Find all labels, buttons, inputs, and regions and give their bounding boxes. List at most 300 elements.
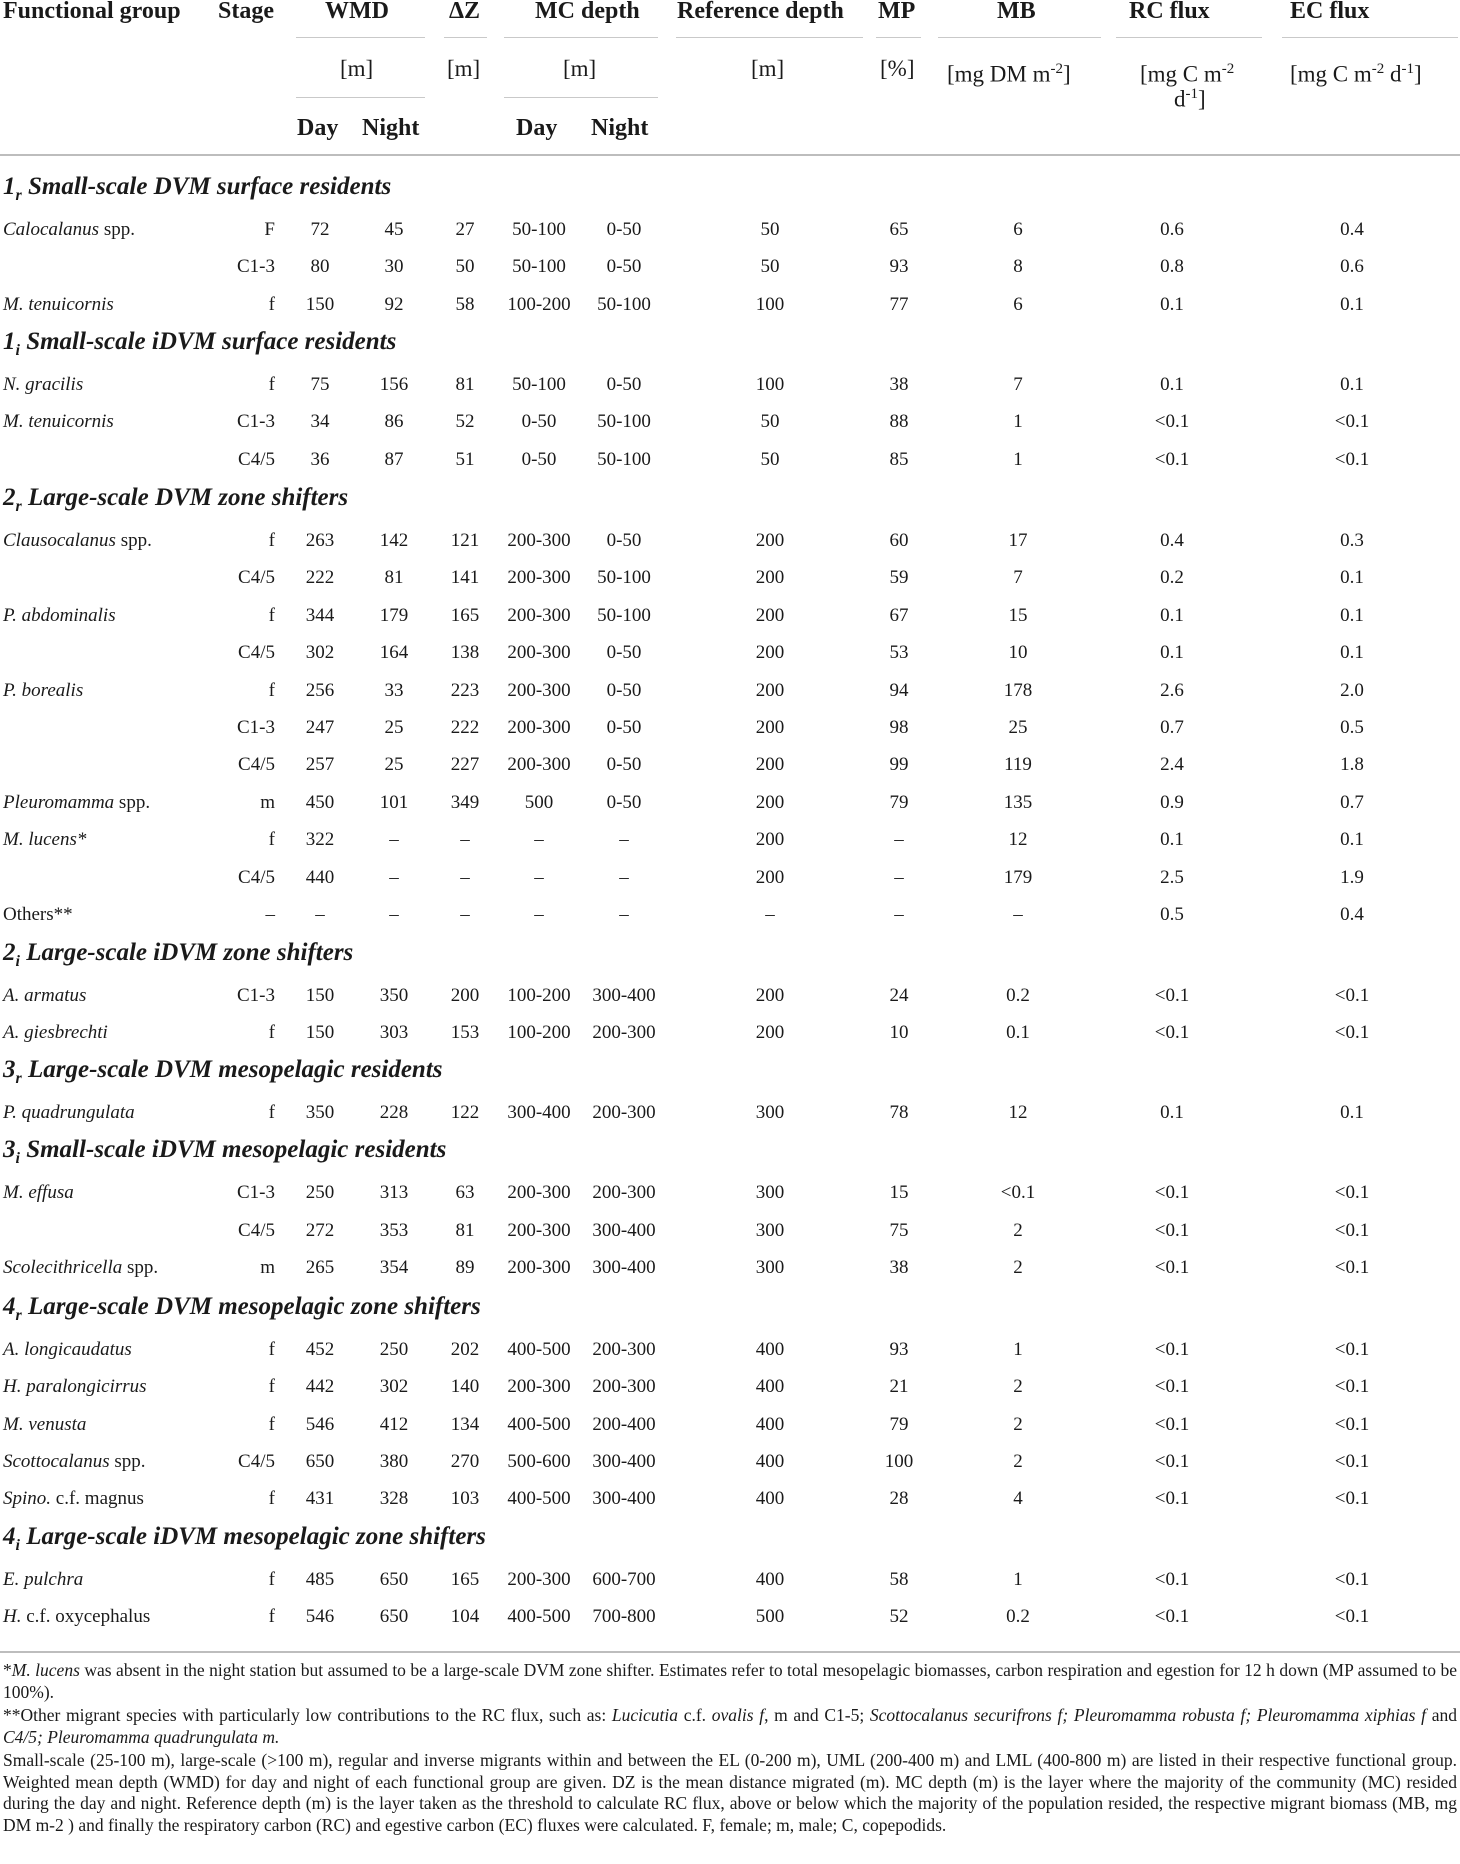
cell-ec: <0.1 xyxy=(1334,1220,1370,1241)
col-header-dz: ΔZ xyxy=(449,0,481,24)
cell-rc: 0.1 xyxy=(1160,1102,1184,1123)
cell-wd: 546 xyxy=(305,1414,335,1435)
cell-mp: 65 xyxy=(889,219,909,240)
cell-ref: 50 xyxy=(760,256,780,277)
group-heading: $2_i$ Large-scale iDVM zone shifters xyxy=(3,939,354,970)
table-row xyxy=(0,977,1460,1014)
header-rule-ec xyxy=(1282,37,1458,38)
cell-species: A. longicaudatus xyxy=(3,1339,132,1360)
cell-ref: 400 xyxy=(755,1569,785,1590)
cell-md: 0-50 xyxy=(521,449,557,470)
cell-mp: 28 xyxy=(889,1488,909,1509)
cell-wn: 353 xyxy=(379,1220,409,1241)
cell-ref: 100 xyxy=(755,294,785,315)
table-row xyxy=(0,211,1460,248)
cell-dz: 50 xyxy=(455,256,475,277)
cell-dz: 227 xyxy=(450,754,480,775)
header-rule-mc xyxy=(504,37,658,38)
cell-wd: 34 xyxy=(310,411,330,432)
cell-ref: 200 xyxy=(755,754,785,775)
cell-wn: – xyxy=(389,867,399,888)
cell-wd: 72 xyxy=(310,219,330,240)
cell-rc: <0.1 xyxy=(1154,1451,1190,1472)
cell-wn: 228 xyxy=(379,1102,409,1123)
cell-dz: 223 xyxy=(450,680,480,701)
cell-ec: 0.7 xyxy=(1340,792,1364,813)
unit-reference-depth: [m] xyxy=(751,56,785,81)
cell-md: 400-500 xyxy=(507,1488,571,1509)
cell-st: f xyxy=(268,1606,275,1627)
cell-rc: 0.1 xyxy=(1160,642,1184,663)
cell-mn: 50-100 xyxy=(597,411,651,432)
cell-wn: 25 xyxy=(384,717,404,738)
cell-ec: 1.9 xyxy=(1340,867,1364,888)
cell-ref: 400 xyxy=(755,1376,785,1397)
cell-dz: 89 xyxy=(455,1257,475,1278)
cell-mb: 0.2 xyxy=(1006,1606,1030,1627)
cell-rc: <0.1 xyxy=(1154,1488,1190,1509)
cell-wd: 452 xyxy=(305,1339,335,1360)
cell-dz: 200 xyxy=(450,985,480,1006)
cell-ec: <0.1 xyxy=(1334,411,1370,432)
cell-rc: 2.6 xyxy=(1160,680,1184,701)
cell-md: 200-300 xyxy=(507,530,571,551)
table-row xyxy=(0,1249,1460,1286)
cell-st: C1-3 xyxy=(237,411,275,432)
footnote-definitions: Small-scale (25-100 m), large-scale (>100 m), regular and inverse migrants within and between the EL (0-200 m), UML (200-400 m) and LML (400-800 m) are listed in their respective functional group. Weighted mean depth (WMD) for day and night of each functional group are given. DZ is the mean distance migrated (m). MC depth (m) is the layer where the majority of the community (MC) resided during the day and night. Reference depth (m) is the layer taken as the threshold to calculate RC flux, above or below which the majority of the population resided, the respective migrant biomass (MB, mg DM m-2 ) and finally the respiratory carbon (RC) and egestive carbon (EC) fluxes were calculated. F, female; m, male; C, copepodids. xyxy=(3,1750,1457,1835)
cell-ec: 0.4 xyxy=(1340,904,1364,925)
group-heading: $3_r$ Large-scale DVM mesopelagic residents xyxy=(3,1056,443,1087)
cell-md: 50-100 xyxy=(512,256,566,277)
cell-species: A. armatus xyxy=(3,985,87,1006)
cell-wd: 650 xyxy=(305,1451,335,1472)
cell-mb: 6 xyxy=(1013,294,1023,315)
cell-mp: 79 xyxy=(889,1414,909,1435)
cell-mb: 179 xyxy=(1003,867,1033,888)
cell-wd: 247 xyxy=(305,717,335,738)
table-row xyxy=(0,248,1460,285)
cell-ref: 200 xyxy=(755,792,785,813)
cell-species: H. c.f. oxycephalus xyxy=(3,1606,151,1627)
table-row xyxy=(0,1443,1460,1480)
cell-ec: 0.6 xyxy=(1340,256,1364,277)
cell-ref: 200 xyxy=(755,680,785,701)
cell-dz: 270 xyxy=(450,1451,480,1472)
cell-species: M. effusa xyxy=(3,1182,74,1203)
cell-wn: 303 xyxy=(379,1022,409,1043)
table-row xyxy=(0,1598,1460,1635)
table-footnotes xyxy=(3,1660,1457,1838)
cell-rc: 0.7 xyxy=(1160,717,1184,738)
cell-st: f xyxy=(268,1102,275,1123)
cell-ref: 400 xyxy=(755,1414,785,1435)
cell-mn: 200-300 xyxy=(592,1022,656,1043)
cell-mb: 119 xyxy=(1004,754,1032,775)
cell-st: C4/5 xyxy=(238,449,275,470)
cell-mn: 300-400 xyxy=(592,985,656,1006)
cell-wd: 442 xyxy=(305,1376,335,1397)
cell-ec: <0.1 xyxy=(1334,1414,1370,1435)
cell-wn: 412 xyxy=(379,1414,409,1435)
cell-ec: 0.4 xyxy=(1340,219,1364,240)
cell-species: A. giesbrechti xyxy=(3,1022,108,1043)
cell-mb: 0.2 xyxy=(1006,985,1030,1006)
cell-md: 100-200 xyxy=(507,985,571,1006)
cell-st: f xyxy=(268,1414,275,1435)
cell-wd: 302 xyxy=(305,642,335,663)
group-heading: $1_r$ Small-scale DVM surface residents xyxy=(3,173,392,204)
cell-mn: – xyxy=(619,829,629,850)
cell-species: P. borealis xyxy=(3,680,84,701)
cell-ref: 400 xyxy=(755,1488,785,1509)
table-row xyxy=(0,522,1460,559)
cell-md: 0-50 xyxy=(521,411,557,432)
cell-ref: 200 xyxy=(755,867,785,888)
cell-wn: 250 xyxy=(379,1339,409,1360)
cell-wd: 222 xyxy=(305,567,335,588)
cell-wd: 257 xyxy=(305,754,335,775)
cell-mp: 58 xyxy=(889,1569,909,1590)
header-rule-wmd-sub xyxy=(296,97,425,98)
cell-wd: – xyxy=(315,904,325,925)
cell-mp: 67 xyxy=(889,605,909,626)
table-row xyxy=(0,597,1460,634)
footnote-mlucens: *M. lucens was absent in the night station but assumed to be a large-scale DVM zone shifter. Estimates refer to total mesopelagic biomasses, carbon respiration and egestion for 12 h down (MP assumed to be 100%). xyxy=(3,1660,1457,1702)
cell-md: 100-200 xyxy=(507,1022,571,1043)
cell-wd: 256 xyxy=(305,680,335,701)
cell-species: Calocalanus spp. xyxy=(3,219,135,240)
cell-species: Pleuromamma spp. xyxy=(3,792,151,813)
cell-wn: 302 xyxy=(379,1376,409,1397)
cell-wd: 350 xyxy=(305,1102,335,1123)
cell-dz: 349 xyxy=(450,792,480,813)
cell-rc: 0.6 xyxy=(1160,219,1184,240)
header-rule-rc xyxy=(1116,37,1262,38)
cell-st: C4/5 xyxy=(238,754,275,775)
cell-mn: 50-100 xyxy=(597,567,651,588)
group-heading: $1_i$ Small-scale iDVM surface residents xyxy=(3,328,397,359)
cell-ref: 50 xyxy=(760,219,780,240)
cell-mp: 88 xyxy=(889,411,909,432)
cell-st: C4/5 xyxy=(238,867,275,888)
cell-ec: <0.1 xyxy=(1334,1488,1370,1509)
cell-mn: 0-50 xyxy=(606,754,642,775)
cell-ec: 0.1 xyxy=(1340,294,1364,315)
cell-ec: 2.0 xyxy=(1340,680,1364,701)
cell-wn: 101 xyxy=(379,792,409,813)
cell-rc: 2.4 xyxy=(1160,754,1184,775)
cell-dz: 140 xyxy=(450,1376,480,1397)
unit-mc-depth: [m] xyxy=(563,56,597,81)
cell-md: 400-500 xyxy=(507,1606,571,1627)
cell-mp: 24 xyxy=(889,985,909,1006)
cell-wn: 328 xyxy=(379,1488,409,1509)
cell-wd: 80 xyxy=(310,256,330,277)
cell-mn: 50-100 xyxy=(597,449,651,470)
cell-rc: <0.1 xyxy=(1154,449,1190,470)
cell-wd: 322 xyxy=(305,829,335,850)
table-row xyxy=(0,709,1460,746)
cell-species: Scottocalanus spp. xyxy=(3,1451,146,1472)
cell-wd: 263 xyxy=(305,530,335,551)
cell-st: C4/5 xyxy=(238,567,275,588)
cell-mb: 4 xyxy=(1013,1488,1023,1509)
cell-ref: 200 xyxy=(755,642,785,663)
table-row xyxy=(0,1406,1460,1443)
cell-md: 400-500 xyxy=(507,1414,571,1435)
cell-mp: 99 xyxy=(889,754,909,775)
cell-md: 500 xyxy=(524,792,554,813)
table-row xyxy=(0,403,1460,440)
cell-species: Others** xyxy=(3,904,73,925)
cell-ec: 0.1 xyxy=(1340,642,1364,663)
cell-md: 50-100 xyxy=(512,219,566,240)
cell-ec: <0.1 xyxy=(1334,1182,1370,1203)
unit-mb: [mg DM $m^{-2}$] xyxy=(947,61,1071,87)
table-row xyxy=(0,1561,1460,1598)
cell-st: – xyxy=(265,904,275,925)
cell-mn: 0-50 xyxy=(606,219,642,240)
cell-dz: 122 xyxy=(450,1102,480,1123)
cell-md: 200-300 xyxy=(507,680,571,701)
cell-wn: 92 xyxy=(384,294,404,315)
cell-dz: 63 xyxy=(455,1182,475,1203)
unit-ec-flux: [mg C $m^{-2}$ $d^{-1}$] xyxy=(1290,61,1422,87)
cell-st: C4/5 xyxy=(238,1220,275,1241)
cell-mn: 200-300 xyxy=(592,1182,656,1203)
cell-ref: 300 xyxy=(755,1257,785,1278)
cell-dz: – xyxy=(460,867,470,888)
cell-species: Spino. c.f. magnus xyxy=(3,1488,144,1509)
cell-mp: 98 xyxy=(889,717,909,738)
cell-wd: 36 xyxy=(310,449,330,470)
cell-mp: 60 xyxy=(889,530,909,551)
cell-species: M. lucens* xyxy=(3,829,87,850)
cell-ec: 1.8 xyxy=(1340,754,1364,775)
cell-md: 200-300 xyxy=(507,605,571,626)
cell-mb: <0.1 xyxy=(1000,1182,1036,1203)
cell-st: C1-3 xyxy=(237,256,275,277)
cell-mn: 300-400 xyxy=(592,1220,656,1241)
col-header-mp: MP xyxy=(878,0,916,24)
cell-mn: – xyxy=(619,904,629,925)
cell-wd: 546 xyxy=(305,1606,335,1627)
cell-species: N. gracilis xyxy=(3,374,84,395)
col-header-reference-depth: Reference depth xyxy=(677,0,844,24)
table-row xyxy=(0,441,1460,478)
cell-dz: – xyxy=(460,829,470,850)
cell-mn: 200-300 xyxy=(592,1339,656,1360)
cell-ref: 200 xyxy=(755,1022,785,1043)
cell-rc: 0.2 xyxy=(1160,567,1184,588)
cell-species: Clausocalanus spp. xyxy=(3,530,152,551)
table-row xyxy=(0,1212,1460,1249)
cell-dz: 52 xyxy=(455,411,475,432)
cell-wn: 33 xyxy=(384,680,404,701)
cell-ref: 50 xyxy=(760,411,780,432)
cell-st: C4/5 xyxy=(238,642,275,663)
cell-ref: 200 xyxy=(755,717,785,738)
cell-st: m xyxy=(260,792,275,813)
cell-dz: 134 xyxy=(450,1414,480,1435)
cell-st: f xyxy=(268,680,275,701)
cell-ref: – xyxy=(765,904,775,925)
cell-mb: 2 xyxy=(1013,1257,1023,1278)
cell-dz: 51 xyxy=(455,449,475,470)
header-rule-wmd xyxy=(296,37,425,38)
unit-wmd: [m] xyxy=(340,56,374,81)
cell-wn: 313 xyxy=(379,1182,409,1203)
cell-mb: 25 xyxy=(1008,717,1028,738)
cell-mb: 12 xyxy=(1008,1102,1028,1123)
cell-dz: 121 xyxy=(450,530,480,551)
table-row xyxy=(0,366,1460,403)
cell-ec: <0.1 xyxy=(1334,1339,1370,1360)
cell-md: – xyxy=(534,867,544,888)
cell-wn: 650 xyxy=(379,1569,409,1590)
col-header-ec-flux: EC flux xyxy=(1290,0,1370,24)
cell-mp: 21 xyxy=(889,1376,909,1397)
cell-wn: 650 xyxy=(379,1606,409,1627)
table-row xyxy=(0,1331,1460,1368)
cell-mb: 1 xyxy=(1013,411,1023,432)
cell-ref: 200 xyxy=(755,829,785,850)
cell-wn: – xyxy=(389,829,399,850)
cell-md: 200-300 xyxy=(507,1182,571,1203)
cell-wn: 30 xyxy=(384,256,404,277)
cell-wn: 81 xyxy=(384,567,404,588)
cell-mn: 0-50 xyxy=(606,530,642,551)
cell-ref: 200 xyxy=(755,530,785,551)
col-header-wmd: WMD xyxy=(325,0,389,24)
cell-mp: – xyxy=(894,829,904,850)
cell-ref: 200 xyxy=(755,985,785,1006)
table-row xyxy=(0,746,1460,783)
cell-wd: 150 xyxy=(305,294,335,315)
cell-rc: <0.1 xyxy=(1154,1257,1190,1278)
cell-wn: 87 xyxy=(384,449,404,470)
cell-ec: <0.1 xyxy=(1334,1257,1370,1278)
cell-mb: – xyxy=(1013,904,1023,925)
cell-rc: <0.1 xyxy=(1154,411,1190,432)
unit-rc-flux-line2: $d^{-1}$] xyxy=(1174,86,1206,112)
cell-wn: 380 xyxy=(379,1451,409,1472)
table-row xyxy=(0,1368,1460,1405)
cell-st: f xyxy=(268,1376,275,1397)
cell-md: 200-300 xyxy=(507,1220,571,1241)
cell-st: C1-3 xyxy=(237,1182,275,1203)
cell-mb: 2 xyxy=(1013,1220,1023,1241)
cell-mn: 700-800 xyxy=(592,1606,656,1627)
cell-mn: 0-50 xyxy=(606,374,642,395)
cell-dz: 58 xyxy=(455,294,475,315)
cell-md: 200-300 xyxy=(507,1376,571,1397)
cell-ref: 300 xyxy=(755,1220,785,1241)
subheader-wmd-day: Day xyxy=(297,115,339,141)
cell-rc: <0.1 xyxy=(1154,1182,1190,1203)
cell-ref: 400 xyxy=(755,1339,785,1360)
cell-mp: 52 xyxy=(889,1606,909,1627)
subheader-mc-day: Day xyxy=(516,115,558,141)
cell-dz: 141 xyxy=(450,567,480,588)
cell-mp: 75 xyxy=(889,1220,909,1241)
cell-ec: <0.1 xyxy=(1334,449,1370,470)
cell-species: P. abdominalis xyxy=(3,605,116,626)
cell-md: 200-300 xyxy=(507,1569,571,1590)
cell-wn: 164 xyxy=(379,642,409,663)
table-row xyxy=(0,1014,1460,1051)
col-header-mc-depth: MC depth xyxy=(535,0,640,24)
cell-wd: 450 xyxy=(305,792,335,813)
cell-wd: 431 xyxy=(305,1488,335,1509)
cell-st: C1-3 xyxy=(237,717,275,738)
cell-dz: 104 xyxy=(450,1606,480,1627)
cell-mn: 0-50 xyxy=(606,717,642,738)
cell-md: – xyxy=(534,829,544,850)
col-header-functional-group: Functional group xyxy=(3,0,181,24)
cell-rc: 0.1 xyxy=(1160,605,1184,626)
cell-ec: 0.1 xyxy=(1340,567,1364,588)
cell-rc: 0.1 xyxy=(1160,374,1184,395)
cell-rc: 0.1 xyxy=(1160,294,1184,315)
cell-rc: 0.8 xyxy=(1160,256,1184,277)
cell-mp: 53 xyxy=(889,642,909,663)
cell-dz: 165 xyxy=(450,1569,480,1590)
cell-mn: 50-100 xyxy=(597,605,651,626)
cell-mn: 200-400 xyxy=(592,1414,656,1435)
cell-md: 300-400 xyxy=(507,1102,571,1123)
col-header-rc-flux: RC flux xyxy=(1129,0,1210,24)
cell-rc: <0.1 xyxy=(1154,1569,1190,1590)
cell-wd: 150 xyxy=(305,985,335,1006)
cell-wd: 250 xyxy=(305,1182,335,1203)
header-rule-ref xyxy=(676,37,863,38)
cell-mb: 7 xyxy=(1013,567,1023,588)
cell-wn: 86 xyxy=(384,411,404,432)
cell-rc: 0.4 xyxy=(1160,530,1184,551)
cell-rc: 0.9 xyxy=(1160,792,1184,813)
cell-mb: 17 xyxy=(1008,530,1028,551)
cell-mb: 1 xyxy=(1013,449,1023,470)
cell-ec: <0.1 xyxy=(1334,1022,1370,1043)
table-row xyxy=(0,672,1460,709)
table-bottom-rule xyxy=(0,1651,1460,1653)
cell-mn: 600-700 xyxy=(592,1569,656,1590)
cell-wn: 350 xyxy=(379,985,409,1006)
cell-mn: 300-400 xyxy=(592,1257,656,1278)
cell-dz: 222 xyxy=(450,717,480,738)
cell-wn: – xyxy=(389,904,399,925)
cell-ec: <0.1 xyxy=(1334,1376,1370,1397)
cell-ec: <0.1 xyxy=(1334,1451,1370,1472)
cell-mb: 8 xyxy=(1013,256,1023,277)
header-rule-mc-sub xyxy=(504,97,658,98)
cell-rc: <0.1 xyxy=(1154,985,1190,1006)
cell-dz: – xyxy=(460,904,470,925)
cell-dz: 81 xyxy=(455,374,475,395)
cell-species: P. quadrungulata xyxy=(3,1102,135,1123)
cell-md: 100-200 xyxy=(507,294,571,315)
cell-mp: 79 xyxy=(889,792,909,813)
cell-mb: 10 xyxy=(1008,642,1028,663)
cell-mp: 100 xyxy=(884,1451,914,1472)
cell-st: f xyxy=(268,294,275,315)
cell-md: 200-300 xyxy=(507,1257,571,1278)
cell-mn: 200-300 xyxy=(592,1102,656,1123)
cell-wd: 344 xyxy=(305,605,335,626)
table-row xyxy=(0,1174,1460,1211)
cell-mb: 2 xyxy=(1013,1414,1023,1435)
